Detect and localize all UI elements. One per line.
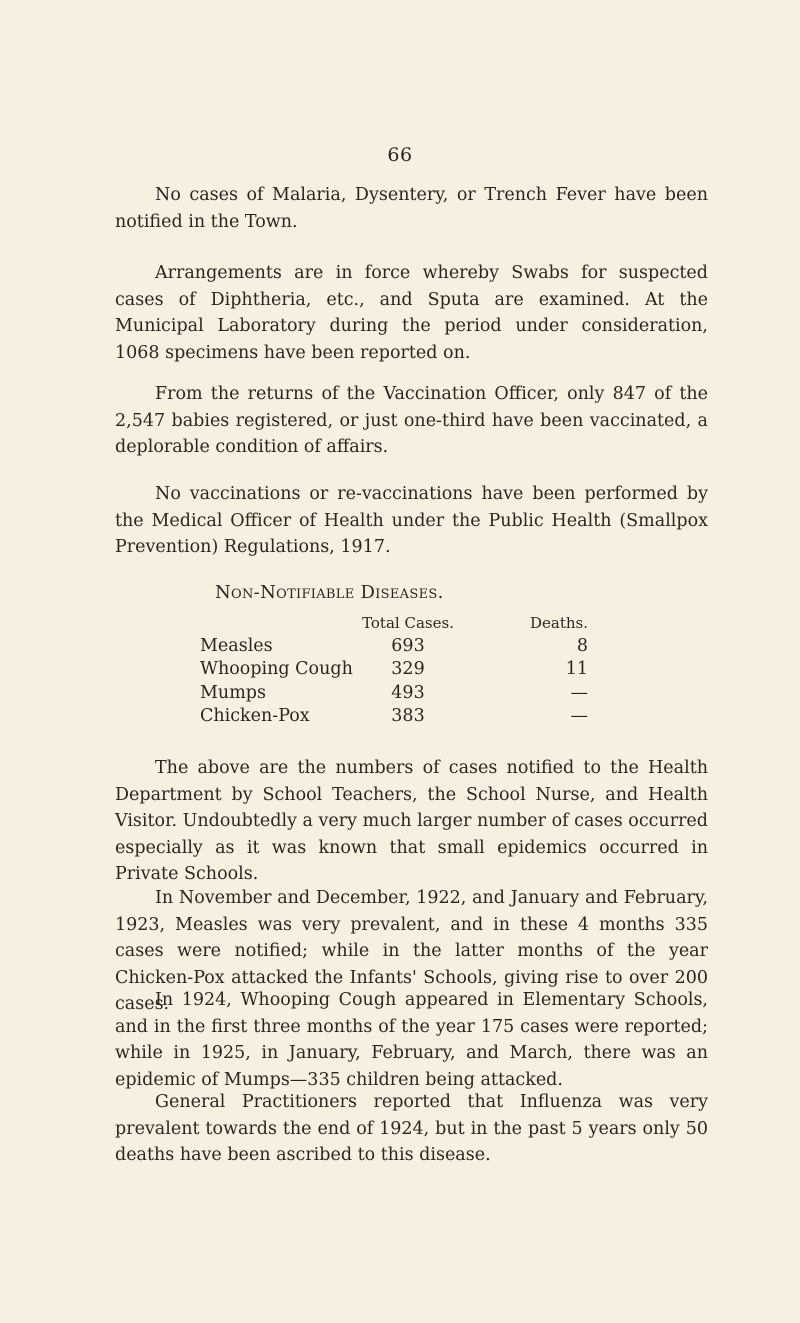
- deaths: —: [570, 682, 588, 703]
- header-total-cases: Total Cases.: [362, 614, 454, 632]
- paragraph-whooping-cough-1924: In 1924, Whooping Cough appeared in Elementary Schools, and in the first three months of the year 175 cases were reported; while in 1925, in January, February, and March, there was an epidemic of Mumps—335 children being attacked.: [115, 990, 708, 1090]
- table-header-row: [200, 612, 594, 634]
- table-row: [200, 634, 594, 658]
- non-notifiable-diseases-table: [200, 612, 594, 728]
- header-deaths: Deaths.: [529, 614, 588, 632]
- paragraph-vaccination-returns: From the returns of the Vaccination Officer, only 847 of the 2,547 babies registered, or just one-third have been vaccinated, a deplorable condition of affairs.: [115, 384, 708, 457]
- table-title: Non-Notifiable Diseases.: [215, 582, 444, 603]
- paragraph-notification-sources: The above are the numbers of cases notified to the Health Department by School Teachers, the School Nurse, and Health Visitor. Undoubtedly a very much larger number of cases occurred especially as it was known that small epidemics occurred in Private Schools.: [115, 758, 708, 884]
- disease-name: Whooping Cough: [200, 659, 353, 680]
- disease-name: Measles: [200, 635, 273, 656]
- deaths: —: [570, 706, 588, 727]
- paragraph-measles-1922: In November and December, 1922, and January and February, 1923, Measles was very prevalent, and in these 4 months 335 cases were notified; while in the latter months of the year Chicken-Pox attacked the Infants' Schools, giving rise to over 200 cases.: [115, 888, 708, 1014]
- page-number: 66: [387, 144, 413, 166]
- table-row: [200, 705, 594, 729]
- disease-name: Mumps: [200, 682, 266, 703]
- total-cases: 383: [391, 706, 425, 727]
- table-row: [200, 681, 594, 705]
- total-cases: 693: [391, 635, 425, 656]
- total-cases: 493: [391, 682, 425, 703]
- paragraph-swabs: Arrangements are in force whereby Swabs for suspected cases of Diphtheria, etc., and Sputa are examined. At the Municipal Laboratory during the period under consideration, 1068 specimens have been reported on.: [115, 263, 708, 363]
- total-cases: 329: [391, 659, 425, 680]
- deaths: 8: [576, 635, 588, 656]
- paragraph-malaria: No cases of Malaria, Dysentery, or Trench Fever have been notified in the Town.: [115, 185, 708, 232]
- paragraph-smallpox-regulations: No vaccinations or re-vaccinations have been performed by the Medical Officer of Health under the Public Health (Smallpox Prevention) Regulations, 1917.: [115, 484, 708, 557]
- paragraph-influenza: General Practitioners reported that Influenza was very prevalent towards the end of 1924, but in the past 5 years only 50 deaths have been ascribed to this disease.: [115, 1092, 708, 1165]
- table-row: [200, 658, 594, 682]
- disease-name: Chicken-Pox: [200, 706, 310, 727]
- header-disease: [200, 612, 358, 634]
- deaths: 11: [565, 659, 588, 680]
